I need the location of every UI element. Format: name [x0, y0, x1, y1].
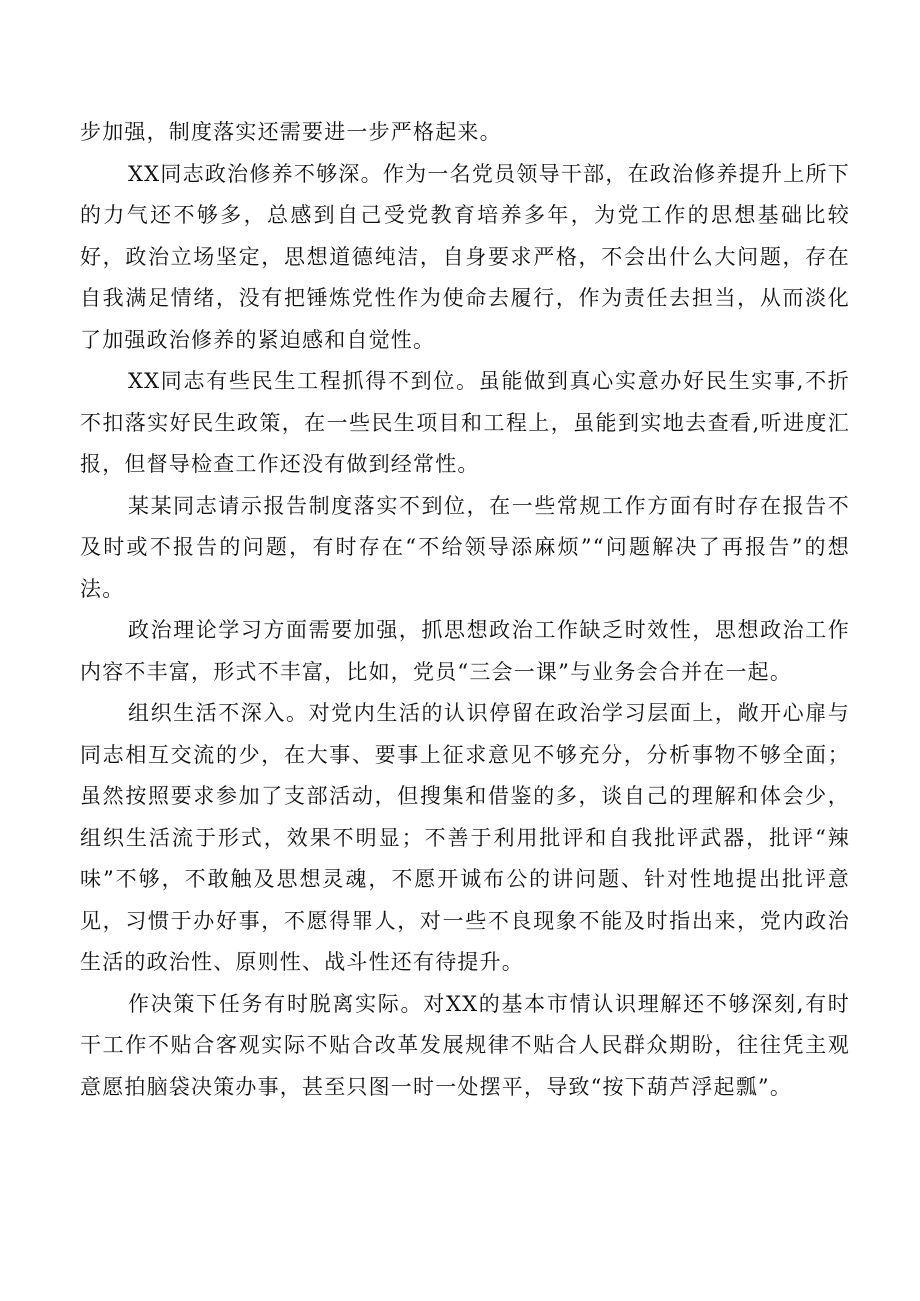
paragraph: XX同志政治修养不够深。作为一名党员领导干部，在政治修养提升上所下的力气还不够多，总感到自己受党教育培养多年，为党工作的思想基础比较好，政治立场坚定，思想道德纯洁，自身要求严格，不会出什么大问题，存在自我满足情绪，没有把锤炼党性作为使命去履行，作为责任去担当，从而淡化了加强政治修养的紧迫感和自觉性。: [80, 161, 850, 352]
paragraph: 组织生活不深入。对党内生活的认识停留在政治学习层面上，敞开心扉与同志相互交流的少，在大事、要事上征求意见不够充分，分析事物不够全面；虽然按照要求参加了支部活动，但搜集和借鉴的多，谈自己的理解和体会少，组织生活流于形式，效果不明显；不善于利用批评和自我批评武器，批评“辣味”不够，不敢触及思想灵魂，不愿开诚布公的讲问题、针对性地提出批评意见，习惯于办好事，不愿得罪人，对一些不良现象不能及时指出来，党内政治生活的政治性、原则性、战斗性还有待提升。: [80, 701, 850, 974]
paragraph: 步加强，制度落实还需要进一步严格起来。: [80, 120, 502, 144]
paragraph: XX同志有些民生工程抓得不到位。虽能做到真心实意办好民生实事,不折不扣落实好民生政策，在一些民生项目和工程上，虽能到实地去查看,听进度汇报，但督导检查工作还没有做到经常性。: [80, 369, 850, 476]
paragraph: 政治理论学习方面需要加强，抓思想政治工作缺乏时效性，思想政治工作内容不丰富，形式不丰富，比如，党员“三会一课”与业务会合并在一起。: [80, 618, 850, 684]
paragraph: 某某同志请示报告制度落实不到位，在一些常规工作方面有时存在报告不及时或不报告的问题，有时存在“不给领导添麻烦”“问题解决了再报告”的想法。: [80, 493, 850, 601]
paragraph: 作决策下任务有时脱离实际。对XX的基本市情认识理解还不够深刻,有时干工作不贴合客观实际不贴合改革发展规律不贴合人民群众期盼，往往凭主观意愿拍脑袋决策办事，甚至只图一时一处摆平，导致“按下葫芦浮起瓢”。: [80, 991, 850, 1099]
document-body: [80, 112, 850, 1108]
